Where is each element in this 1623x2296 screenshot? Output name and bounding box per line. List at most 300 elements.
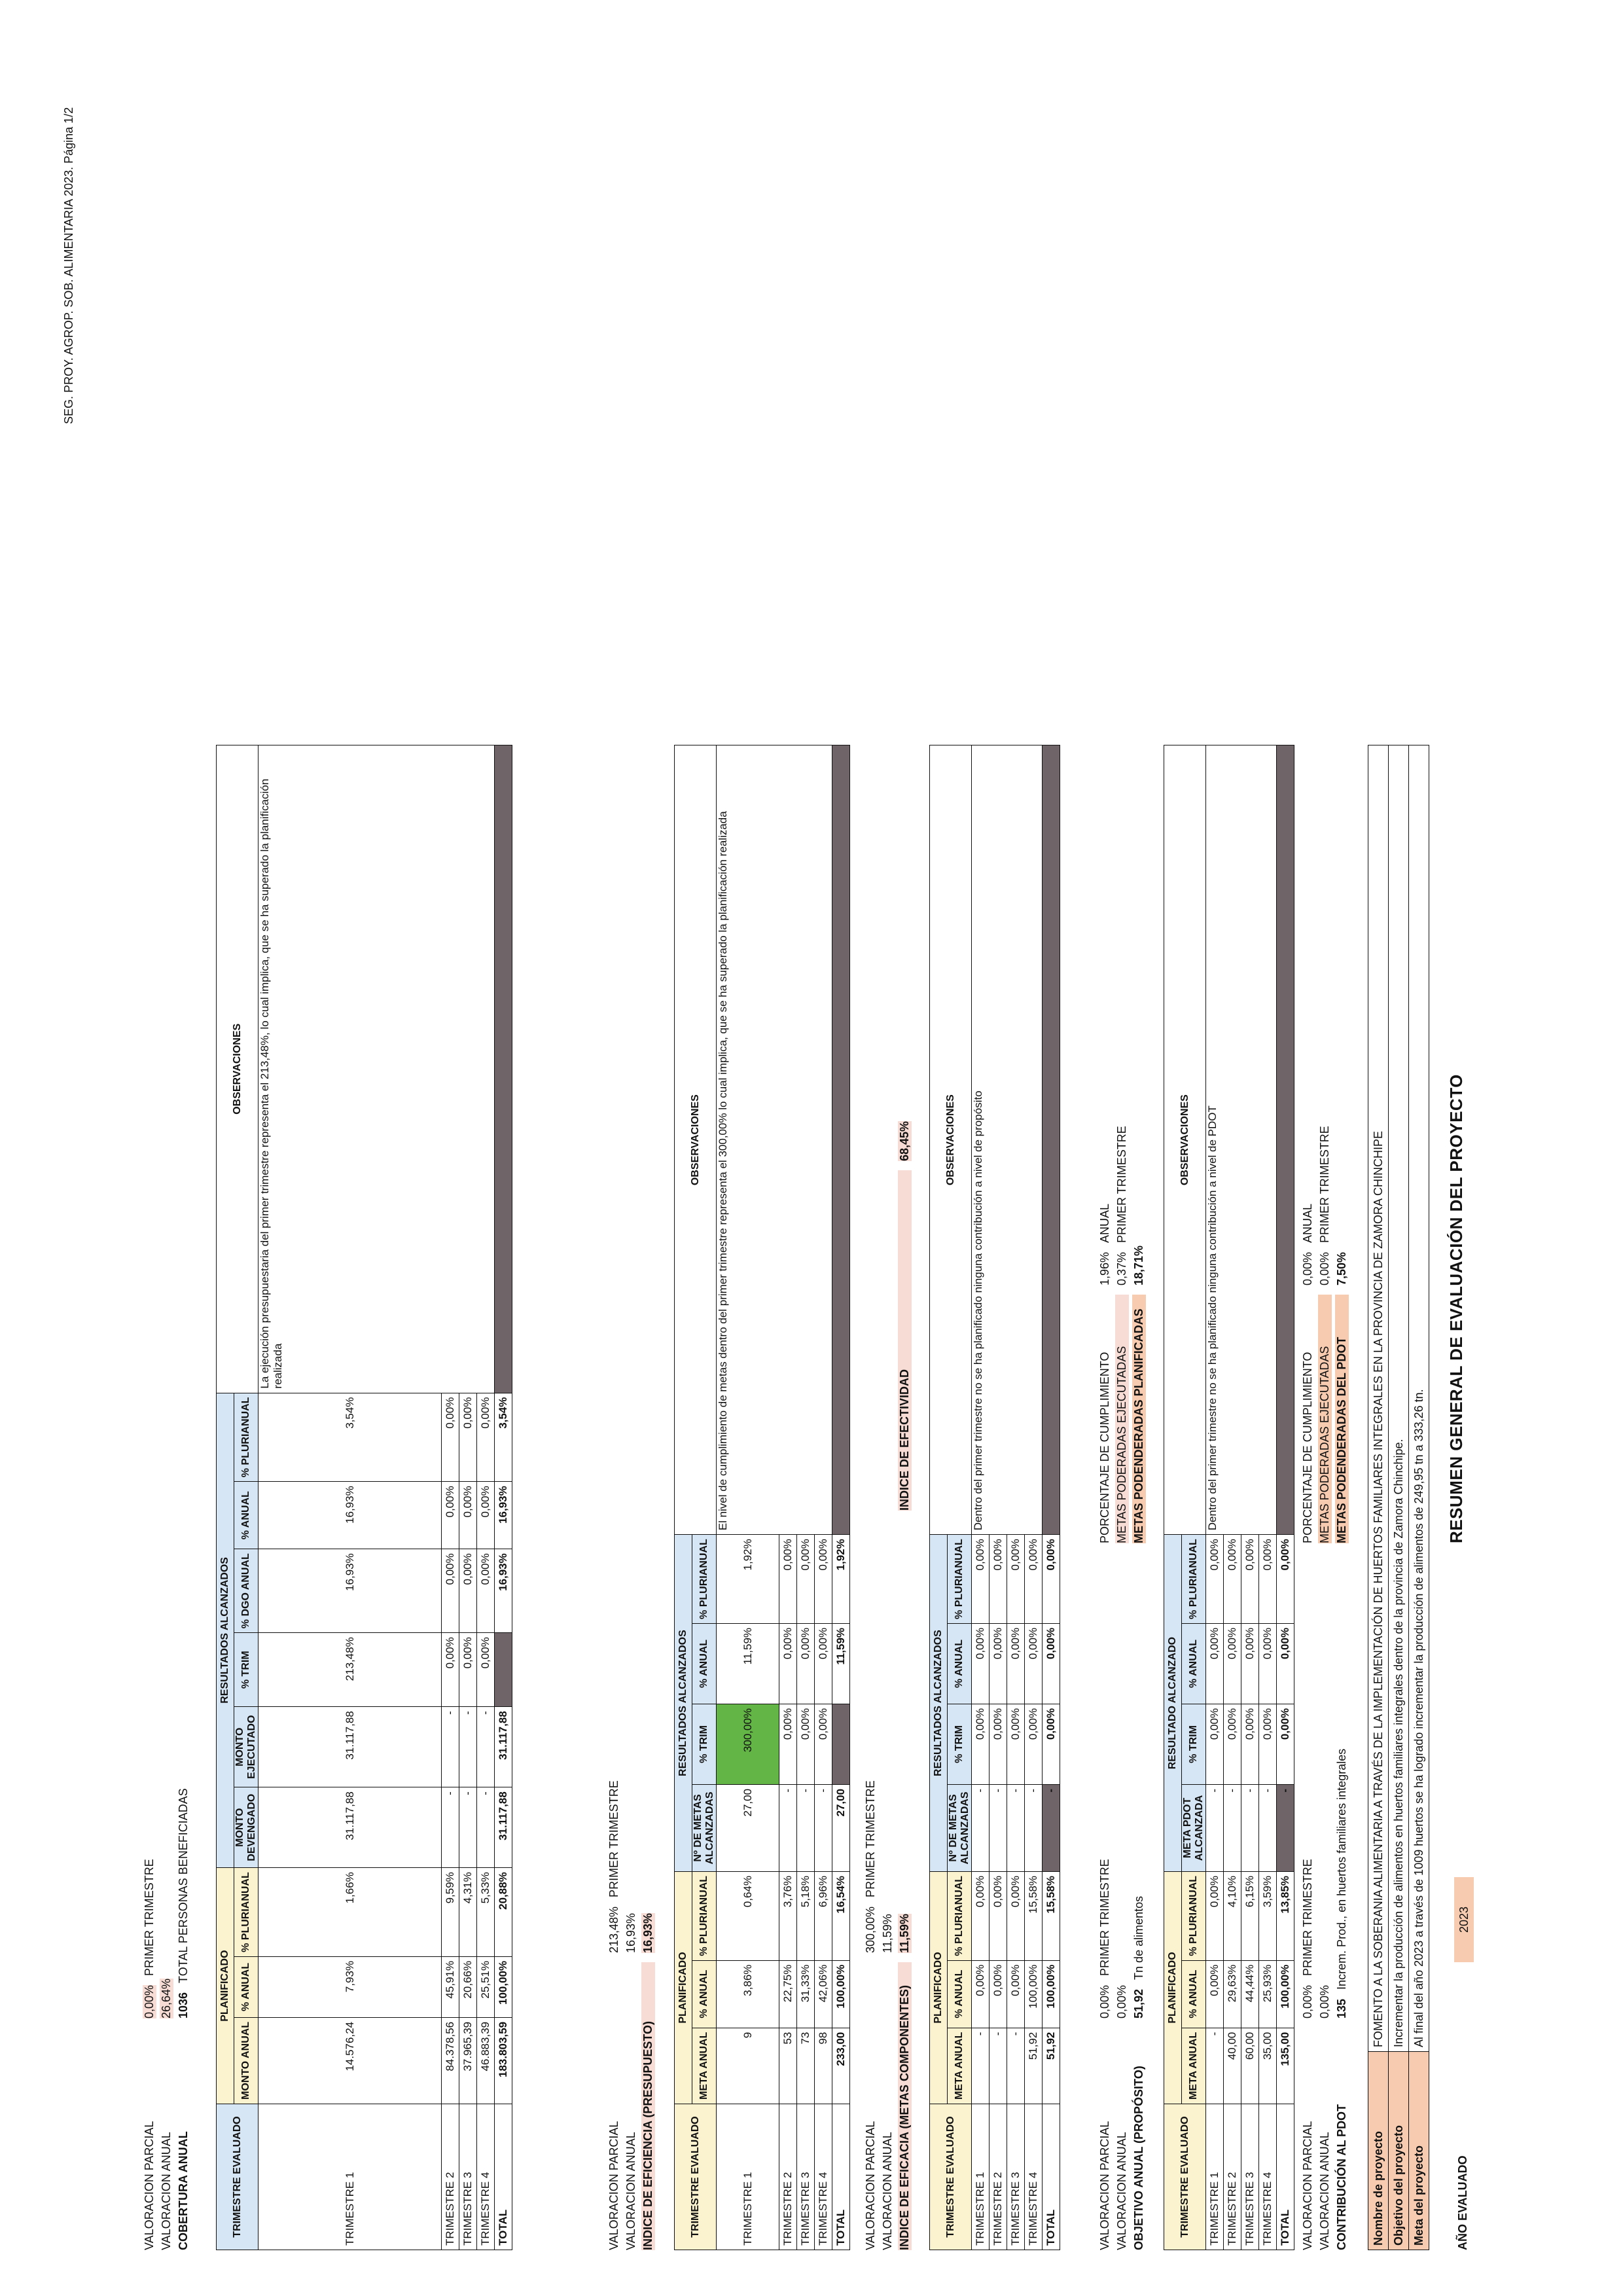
cell: 1,92% [717, 1535, 779, 1624]
cell: TRIMESTRE 1 [1206, 2104, 1224, 2250]
eficacia-annual-row [881, 1914, 895, 2250]
cell: 4,10% [1224, 1871, 1241, 1960]
cell: 27,00 [717, 1784, 779, 1871]
page-title: RESUMEN GENERAL DE EVALUACIÓN DEL PROYECTO [1446, 1074, 1466, 1543]
cell: 29,63% [1224, 1960, 1241, 2028]
cell: 51,92 [1043, 2028, 1060, 2104]
cell: - [972, 2028, 990, 2104]
cell: TOTAL [1277, 2104, 1294, 2250]
cell: 31.117,88 [259, 1707, 442, 1787]
cell: TRIMESTRE 4 [815, 2104, 832, 2250]
table-total-row [1277, 745, 1294, 2250]
prop-col-4: Nº DE METAS ALCANZADAS [948, 1784, 972, 1871]
eficiencia-col-9: % PLURIANUAL [234, 1393, 259, 1482]
eficiencia-heading: INDICE DE EFICIENCIA (PRESUPUESTO) [641, 1962, 655, 2250]
prop-observation: Dentro del primer trimestre no se ha planificado ninguna contribución a nivel de propósito [972, 745, 1043, 1535]
cell: 0,00% [972, 1960, 990, 2028]
cell: TRIMESTRE 3 [1241, 2104, 1259, 2250]
cell: 100,00% [495, 1956, 512, 2017]
eficacia-col-8: OBSERVACIONES [675, 745, 717, 1535]
pdot-group-result: RESULTADO ALCANZADO [1164, 1535, 1182, 1872]
prop-heading-value: 51,92 [1132, 1988, 1145, 2018]
cell: 31.117,88 [495, 1787, 512, 1868]
prop-executed-text: PRIMER TRIMESTRE [1115, 1126, 1128, 1243]
prop-executed-value: 0,37% [1115, 1251, 1128, 1285]
prop-col-6: % ANUAL [948, 1623, 972, 1704]
cell: 213,48% [259, 1633, 442, 1707]
cell: 15,58% [1025, 1871, 1043, 1960]
shaded-cell [495, 745, 512, 1393]
pdot-annual-value: 0,00% [1318, 1984, 1331, 2018]
cell: 0,00% [1241, 1704, 1259, 1784]
efectividad-row [898, 1121, 912, 1511]
pdot-col-2: % ANUAL [1182, 1960, 1206, 2028]
highlight-cell: 300,00% [717, 1704, 779, 1784]
cell: 13,85% [1277, 1871, 1294, 1960]
cell: 0,00% [1259, 1704, 1277, 1784]
eficiencia-col-5: MONTO EJECUTADO [234, 1707, 259, 1787]
pdot-col-8: OBSERVACIONES [1164, 745, 1206, 1535]
table-row [1206, 745, 1224, 2250]
prop-partial-value: 0,00% [1098, 1984, 1111, 2018]
pdot-heading: CONTRIBUCIÓN AL PDOT [1335, 2104, 1348, 2250]
cell: 0,00% [815, 1623, 832, 1704]
cell: 3,59% [1259, 1871, 1277, 1960]
cell: 0,00% [990, 1960, 1007, 2028]
cobertura-partial-row [143, 1859, 156, 2250]
prop-compliance-label: PORCENTAJE DE CUMPLIMIENTO [1098, 1352, 1111, 1543]
cell: 3,76% [779, 1871, 797, 1960]
cell [495, 1633, 512, 1707]
eficacia-col-2: % ANUAL [692, 1960, 717, 2028]
eficacia-heading: INDICE DE EFICACIA (METAS COMPONENTES) [898, 1962, 912, 2250]
cell: 0,00% [797, 1535, 815, 1624]
efectividad-value: 68,45% [898, 1121, 911, 1161]
eficiencia-col-8: % ANUAL [234, 1482, 259, 1549]
cell: - [477, 1787, 495, 1868]
eficacia-heading-value: 11,59% [898, 1913, 911, 1953]
pdot-group-planned: PLANIFICADO [1164, 1871, 1182, 2104]
pdot-executed-row [1318, 1126, 1332, 1543]
eficacia-annual-value: 11,59% [881, 1914, 894, 1953]
cell: 16,93% [259, 1482, 442, 1549]
cell: 0,00% [1224, 1623, 1241, 1704]
pdot-observation: Dentro del primer trimestre no se ha planificado ninguna contribución a nivel de PDOT [1206, 745, 1277, 1535]
project-goal-value: Al final del año 2023 a través de 1009 huertos se ha logrado incrementar la producción de alimentos de 249,95 tn a 333,26 tn. [1409, 745, 1429, 2052]
cell: 0,00% [1241, 1623, 1259, 1704]
cell: 37.965,39 [459, 2017, 477, 2104]
cell: 0,00% [1007, 1623, 1025, 1704]
prop-executed-label: METAS PODERADAS EJECUTADAS [1115, 1295, 1129, 1543]
cell: - [815, 1784, 832, 1871]
cell: 233,00 [832, 2028, 850, 2104]
cell: 0,00% [1007, 1871, 1025, 1960]
cell: 100,00% [1025, 1960, 1043, 2028]
cell: TRIMESTRE 2 [779, 2104, 797, 2250]
cobertura-heading: COBERTURA ANUAL [177, 2131, 190, 2250]
eficiencia-col-4: MONTO DEVENGADO [234, 1787, 259, 1868]
table-total-row [1043, 745, 1060, 2250]
prop-col-1: META ANUAL [948, 2028, 972, 2104]
year-value: 2023 [1454, 1877, 1474, 1962]
cell: 0,00% [779, 1535, 797, 1624]
eficacia-col-6: % ANUAL [692, 1623, 717, 1704]
cell: - [1007, 1784, 1025, 1871]
eficiencia-group-result: RESULTADOS ALCANZADOS [217, 1393, 234, 1868]
prop-compliance-value: 1,96% [1098, 1251, 1111, 1285]
cell: 6,96% [815, 1871, 832, 1960]
cell: 31.117,88 [259, 1787, 442, 1868]
prop-heading-row [1132, 1896, 1146, 2250]
prop-col-5: % TRIM [948, 1704, 972, 1784]
prop-annual-value: 0,00% [1115, 1984, 1128, 2018]
cell: TRIMESTRE 4 [1259, 2104, 1277, 2250]
prop-partial-row [1098, 1859, 1112, 2250]
cell: 0,00% [990, 1871, 1007, 1960]
cell: 0,00% [972, 1704, 990, 1784]
pdot-partial-text: PRIMER TRIMESTRE [1301, 1859, 1314, 1976]
cell: TRIMESTRE 3 [797, 2104, 815, 2250]
cell: 0,00% [1277, 1704, 1294, 1784]
cell: 11,59% [832, 1623, 850, 1704]
cell: 0,00% [1259, 1535, 1277, 1624]
cell: 3,54% [495, 1393, 512, 1482]
cell: 0,00% [779, 1623, 797, 1704]
cell: 20,88% [495, 1868, 512, 1957]
cell: 183.803,59 [495, 2017, 512, 2104]
cell: TRIMESTRE 3 [1007, 2104, 1025, 2250]
cobertura-heading-row [177, 1788, 190, 2250]
prop-compliance-row [1098, 1204, 1112, 1543]
cell: 14.576,24 [259, 2017, 442, 2104]
eficacia-group-planned: PLANIFICADO [675, 1871, 692, 2104]
cell: 25,93% [1259, 1960, 1277, 2028]
cell: 0,00% [1206, 1535, 1224, 1624]
cell: 16,93% [259, 1549, 442, 1633]
prop-group-result: RESULTADOS ALCANZADOS [930, 1535, 948, 1872]
cell: 9 [717, 2028, 779, 2104]
cobertura-heading-text: TOTAL PERSONAS BENEFICIADAS [177, 1788, 190, 1983]
cell: - [972, 1784, 990, 1871]
year-label: AÑO EVALUADO [1456, 2155, 1469, 2250]
eficiencia-annual-value: 16,93% [624, 1912, 637, 1953]
cell: 0,00% [972, 1535, 990, 1624]
cobertura-annual-row [160, 1979, 173, 2250]
eficacia-heading-row [898, 1914, 912, 2250]
cell: 0,00% [1007, 1704, 1025, 1784]
cell: - [779, 1784, 797, 1871]
cell: 135,00 [1277, 2028, 1294, 2104]
eficacia-col-1: META ANUAL [692, 2028, 717, 2104]
cell: - [1259, 1784, 1277, 1871]
cell: 0,00% [972, 1871, 990, 1960]
cell: 0,00% [1224, 1704, 1241, 1784]
cell: - [459, 1707, 477, 1787]
cell: TRIMESTRE 2 [1224, 2104, 1241, 2250]
prop-partial-label: VALORACION PARCIAL [1098, 2121, 1111, 2250]
eficacia-col-5: % TRIM [692, 1704, 717, 1784]
eficacia-annual-label: VALORACION ANUAL [881, 2132, 894, 2250]
table-total-row [495, 745, 512, 2250]
cell: 0,00% [1259, 1623, 1277, 1704]
cell: 0,00% [477, 1393, 495, 1482]
cell: TRIMESTRE 4 [477, 2104, 495, 2250]
pdot-compliance-row [1301, 1204, 1315, 1543]
cell: 3,54% [259, 1393, 442, 1482]
prop-partial-text: PRIMER TRIMESTRE [1098, 1859, 1111, 1976]
eficiencia-table [216, 745, 512, 2250]
pdot-partial-value: 0,00% [1301, 1984, 1314, 2018]
cell: 0,00% [797, 1623, 815, 1704]
cell: 16,54% [832, 1871, 850, 1960]
eficacia-partial-row [864, 1780, 878, 2250]
prop-executed-row [1115, 1126, 1129, 1543]
eficacia-partial-text: PRIMER TRIMESTRE [864, 1780, 877, 1897]
cell: 20,66% [459, 1956, 477, 2017]
cell: 5,33% [477, 1868, 495, 1957]
cell: 0,00% [1241, 1535, 1259, 1624]
pdot-col-1: META ANUAL [1182, 2028, 1206, 2104]
cell: 7,93% [259, 1956, 442, 2017]
pdot-weighted-value: 7,50% [1335, 1251, 1348, 1285]
eficiencia-col-10: OBSERVACIONES [217, 745, 259, 1393]
cell: 0,00% [1206, 1623, 1224, 1704]
cell: 98 [815, 2028, 832, 2104]
cell: TOTAL [1043, 2104, 1060, 2250]
pdot-heading-row [1335, 1749, 1349, 2250]
prop-col-2: % ANUAL [948, 1960, 972, 2028]
cobertura-partial-value: 0,00% [143, 1984, 156, 2018]
table-total-row [832, 745, 850, 2250]
prop-weighted-value: 18,71% [1132, 1245, 1145, 1285]
cell: - [990, 1784, 1007, 1871]
prop-weighted-heading: METAS PODENDERADAS PLANIFICADAS [1132, 1295, 1146, 1543]
cell: 100,00% [832, 1960, 850, 2028]
cell: TRIMESTRE 1 [717, 2104, 779, 2250]
cell: - [1043, 1784, 1060, 1871]
cobertura-heading-value: 1036 [177, 1992, 190, 2018]
eficiencia-col-2: % ANUAL [234, 1956, 259, 2017]
cell: - [1224, 1784, 1241, 1871]
table-row [972, 745, 990, 2250]
cell: 0,00% [990, 1623, 1007, 1704]
eficiencia-observation: La ejecución presupuestaria del primer trimestre representa el 213,48%, lo cual implica, que se ha superado la planificación realizada [259, 745, 495, 1393]
cell: 0,00% [797, 1704, 815, 1784]
pdot-annual-row [1318, 1985, 1332, 2250]
cell: - [1025, 1784, 1043, 1871]
cell: TRIMESTRE 1 [259, 2104, 442, 2250]
cell: 0,00% [1206, 1871, 1224, 1960]
eficiencia-partial-row [607, 1780, 621, 2250]
cell: 0,00% [779, 1704, 797, 1784]
cell: TOTAL [495, 2104, 512, 2250]
cobertura-annual-label: VALORACION ANUAL [160, 2132, 173, 2250]
cell: 0,00% [442, 1482, 459, 1549]
cell: TRIMESTRE 2 [990, 2104, 1007, 2250]
cell: - [442, 1707, 459, 1787]
cell: 0,00% [1206, 1704, 1224, 1784]
cell: 0,00% [1025, 1704, 1043, 1784]
cell: - [1277, 1784, 1294, 1871]
efectividad-label: INDICE DE EFECTIVIDAD [898, 1170, 912, 1511]
eficacia-col-7: % PLURIANUAL [692, 1535, 717, 1624]
eficiencia-col-7: % DGO ANUAL [234, 1549, 259, 1633]
shaded-cell [1043, 745, 1060, 1535]
prop-compliance-text: ANUAL [1098, 1203, 1111, 1243]
cell: 0,00% [972, 1623, 990, 1704]
pdot-partial-label: VALORACION PARCIAL [1301, 2121, 1314, 2250]
cobertura-partial-text: PRIMER TRIMESTRE [143, 1859, 156, 1976]
pdot-executed-value: 0,00% [1318, 1251, 1331, 1285]
proposito-table [929, 745, 1060, 2250]
project-objective-value: Incrementar la producción de alimentos en huertos familiares integrales dentro de la provincia de Zamora Chinchipe. [1389, 745, 1409, 2052]
prop-col-7: % PLURIANUAL [948, 1535, 972, 1624]
cell: 100,00% [1277, 1960, 1294, 2028]
cell: 9,59% [442, 1868, 459, 1957]
prop-col-3: % PLURIANUAL [948, 1871, 972, 1960]
pdot-heading-text: Increm. Prod., en huertos familiares integrales [1335, 1748, 1348, 1990]
eficiencia-col-1: MONTO ANUAL [234, 2017, 259, 2104]
project-goal-label: Meta del proyecto [1409, 2052, 1429, 2250]
prop-group-planned: PLANIFICADO [930, 1871, 948, 2104]
prop-weighted-row [1132, 1246, 1146, 1543]
cell: 0,00% [1277, 1535, 1294, 1624]
cell: 0,00% [442, 1633, 459, 1707]
cell: 0,00% [815, 1535, 832, 1624]
cell: 0,00% [477, 1549, 495, 1633]
cell: 1,66% [259, 1868, 442, 1957]
cell: TRIMESTRE 2 [442, 2104, 459, 2250]
cell: 51,92 [1025, 2028, 1043, 2104]
cell: 31,33% [797, 1960, 815, 2028]
cell: 0,64% [717, 1871, 779, 1960]
cell: 0,00% [1043, 1704, 1060, 1784]
pdot-executed-label: METAS PODERADAS EJECUTADAS [1318, 1295, 1332, 1543]
cell: - [442, 1787, 459, 1868]
cell: - [1007, 2028, 1025, 2104]
cell: - [477, 1707, 495, 1787]
cell: - [459, 1787, 477, 1868]
prop-heading: OBJETIVO ANUAL (PROPÓSITO) [1132, 2066, 1145, 2250]
pdot-table [1164, 745, 1294, 2250]
cell: 0,00% [1224, 1535, 1241, 1624]
eficiencia-heading-row [641, 1913, 655, 2250]
eficacia-observation: El nivel de cumplimiento de metas dentro del primer trimestre representa el 300,00% lo cual implica, que se ha superado la planificación realizada [717, 745, 832, 1535]
eficacia-partial-label: VALORACION PARCIAL [864, 2121, 877, 2250]
cell: 0,00% [477, 1633, 495, 1707]
cell [832, 1704, 850, 1784]
project-name-value: FOMENTO A LA SOBERANIA ALIMENTARIA A TRAVÉS DE LA IMPLEMENTACIÓN DE HUERTOS FAMILIARES INTEGRALES EN LA PROVINCIA DE ZAMORA CHINCHIPE [1368, 745, 1389, 2052]
cell: 0,00% [442, 1549, 459, 1633]
cell: 11,59% [717, 1623, 779, 1704]
cell: 0,00% [990, 1535, 1007, 1624]
cell: 0,00% [1007, 1960, 1025, 2028]
table-row [717, 745, 779, 2250]
cell: 42,06% [815, 1960, 832, 2028]
cell: 53 [779, 2028, 797, 2104]
cell: 4,31% [459, 1868, 477, 1957]
project-objective-label: Objetivo del proyecto [1389, 2052, 1409, 2250]
cell: TRIMESTRE 4 [1025, 2104, 1043, 2250]
cell: 0,00% [1277, 1623, 1294, 1704]
project-name-label: Nombre de proyecto [1368, 2052, 1389, 2250]
cell: 0,00% [1043, 1535, 1060, 1624]
eficacia-partial-value: 300,00% [864, 1906, 877, 1953]
eficacia-col-3: % PLURIANUAL [692, 1871, 717, 1960]
cell: 1,92% [832, 1535, 850, 1624]
eficacia-col-4: Nº DE METAS ALCANZADAS [692, 1784, 717, 1871]
prop-annual-label: VALORACION ANUAL [1115, 2132, 1128, 2250]
pdot-col-3: % PLURIANUAL [1182, 1871, 1206, 1960]
cell: 15,58% [1043, 1871, 1060, 1960]
cell: 100,00% [1043, 1960, 1060, 2028]
eficiencia-partial-text: PRIMER TRIMESTRE [607, 1780, 620, 1897]
pdot-col-0: TRIMESTRE EVALUADO [1164, 2104, 1206, 2250]
shaded-cell [1277, 745, 1294, 1535]
cell: 27,00 [832, 1784, 850, 1871]
eficiencia-group-planned: PLANIFICADO [217, 1868, 234, 2104]
cell: TOTAL [832, 2104, 850, 2250]
eficacia-table [674, 745, 850, 2250]
eficiencia-annual-label: VALORACION ANUAL [624, 2132, 637, 2250]
cell: 0,00% [459, 1482, 477, 1549]
pdot-col-4: META PDOT ALCANZADA [1182, 1784, 1206, 1871]
cell: 22,75% [779, 1960, 797, 2028]
pdot-compliance-text: ANUAL [1301, 1203, 1314, 1243]
pdot-col-5: % TRIM [1182, 1704, 1206, 1784]
cell: 0,00% [459, 1393, 477, 1482]
shaded-cell [832, 745, 850, 1535]
cell: 3,86% [717, 1960, 779, 2028]
cell: 73 [797, 2028, 815, 2104]
eficiencia-col-6: % TRIM [234, 1633, 259, 1707]
prop-col-8: OBSERVACIONES [930, 745, 972, 1535]
cell: 45,91% [442, 1956, 459, 2017]
cell: TRIMESTRE 1 [972, 2104, 990, 2250]
cell: - [1206, 2028, 1224, 2104]
eficiencia-annual-row [624, 1913, 638, 2250]
cell: 0,00% [1043, 1623, 1060, 1704]
cell: TRIMESTRE 3 [459, 2104, 477, 2250]
cell: 0,00% [459, 1633, 477, 1707]
cell: 31.117,88 [495, 1707, 512, 1787]
cobertura-partial-label: VALORACION PARCIAL [143, 2121, 156, 2250]
cell: 16,93% [495, 1482, 512, 1549]
cell: - [1206, 1784, 1224, 1871]
pdot-heading-value: 135 [1335, 1998, 1348, 2018]
cell: 0,00% [1025, 1535, 1043, 1624]
pdot-compliance-label: PORCENTAJE DE CUMPLIMIENTO [1301, 1352, 1314, 1543]
cell: - [990, 2028, 1007, 2104]
prop-heading-text: Tn de alimentos [1132, 1895, 1145, 1980]
cell: 0,00% [1206, 1960, 1224, 2028]
eficacia-col-0: TRIMESTRE EVALUADO [675, 2104, 717, 2250]
cell: 84.378,56 [442, 2017, 459, 2104]
prop-col-0: TRIMESTRE EVALUADO [930, 2104, 972, 2250]
eficacia-group-result: RESULTADOS ALCANZADOS [675, 1535, 692, 1872]
cell: 60,00 [1241, 2028, 1259, 2104]
cell: 46.883,39 [477, 2017, 495, 2104]
cell: 40,00 [1224, 2028, 1241, 2104]
pdot-annual-label: VALORACION ANUAL [1318, 2132, 1331, 2250]
cell: 0,00% [459, 1549, 477, 1633]
cell: 0,00% [1007, 1535, 1025, 1624]
cell: 0,00% [1025, 1623, 1043, 1704]
pdot-executed-text: PRIMER TRIMESTRE [1318, 1126, 1331, 1243]
page-footer: SEG. PROY. AGROP. SOB. ALIMENTARIA 2023. Página 1/2 [62, 107, 75, 424]
eficiencia-heading-value: 16,93% [641, 1912, 654, 1953]
cell: 35,00 [1259, 2028, 1277, 2104]
